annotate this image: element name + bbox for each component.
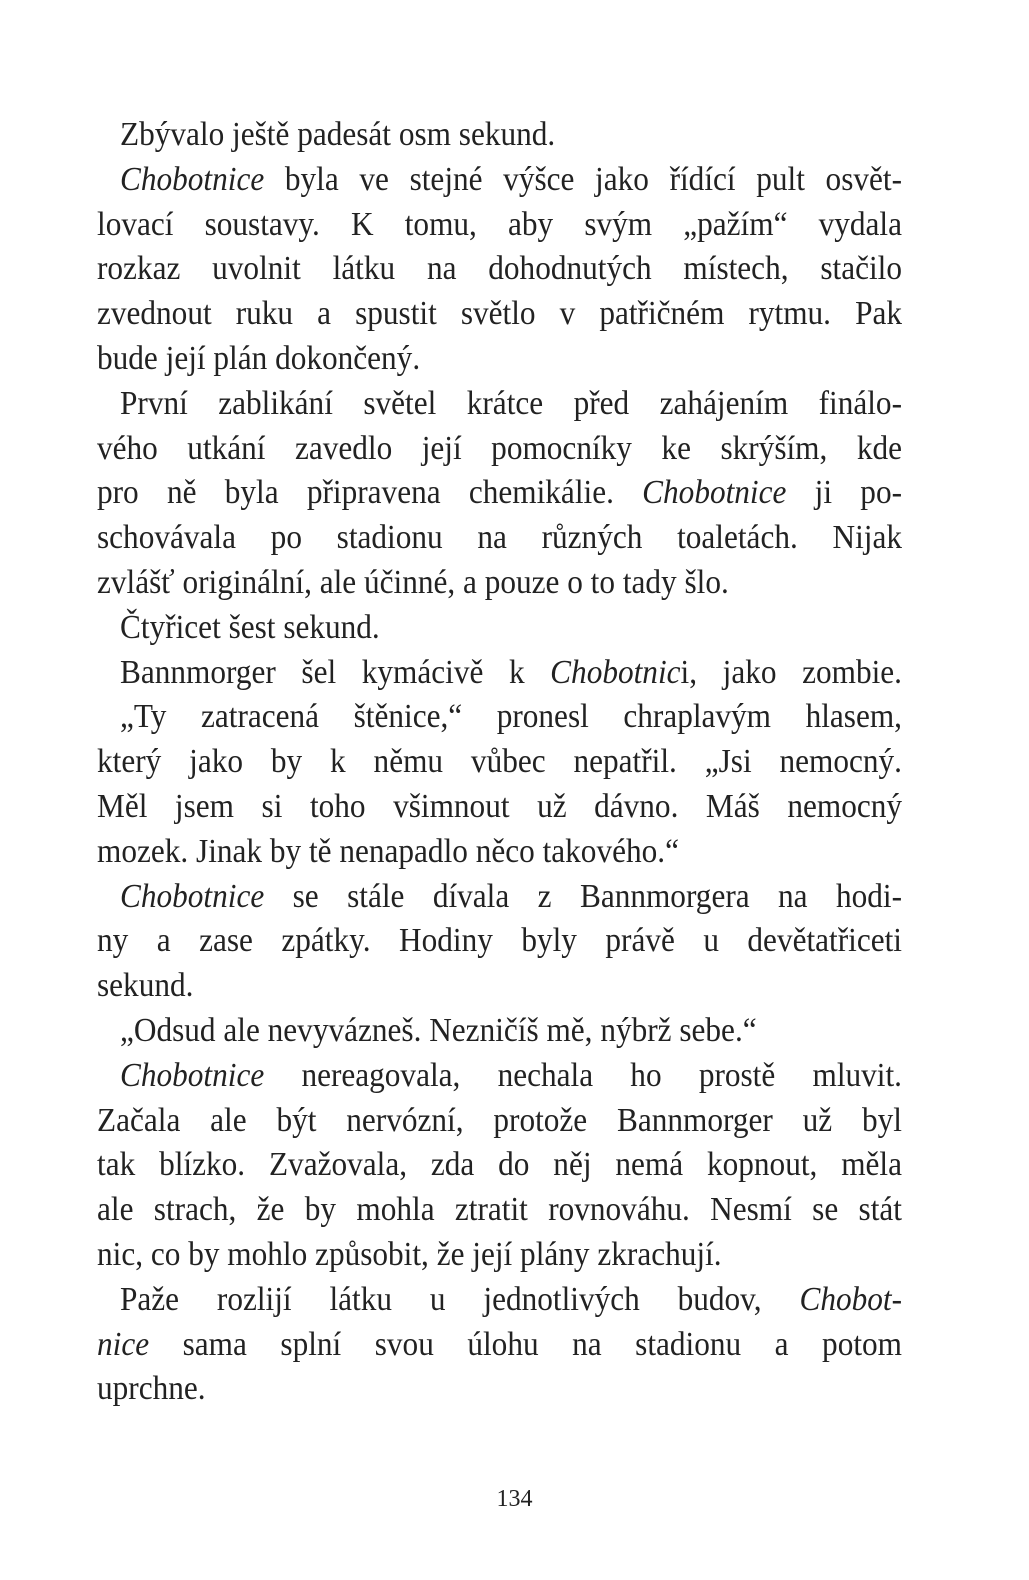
text-line	[97, 1233, 902, 1277]
text-line	[97, 516, 902, 560]
text-line	[120, 651, 902, 695]
text-run: „Ty zatracená štěnice,“ pronesl chraplavým hlasem,	[120, 698, 902, 736]
text-line	[120, 158, 902, 202]
text-line	[120, 875, 902, 919]
italic-text: Chobotnice	[120, 160, 265, 198]
text-run: nereagovala, nechala ho prostě mluvit.	[264, 1056, 902, 1094]
text-line	[97, 1099, 902, 1143]
text-line	[97, 247, 902, 291]
text-line	[97, 337, 902, 381]
text-run: Měl jsem si toho všimnout už dávno. Máš nemocný	[97, 788, 902, 825]
text-run: který jako by k němu vůbec nepatřil. „Jsi nemocný.	[97, 743, 902, 781]
italic-text: nice	[97, 1325, 150, 1363]
text-run: ale strach, že by mohla ztratit rovnováhu. Nesmí se stát	[97, 1191, 902, 1229]
text-run: Zbývalo ještě padesát osm sekund.	[120, 116, 556, 153]
text-line	[97, 740, 902, 784]
italic-text: Chobot-	[799, 1280, 902, 1318]
text-line	[97, 1367, 902, 1411]
text-run: ji po-	[786, 474, 903, 512]
text-run: Paže rozlijí látku u jednotlivých budov,	[120, 1280, 800, 1318]
text-line	[120, 695, 902, 739]
text-run: První zablikání světel krátce před zahájením finálo-	[120, 384, 902, 422]
text-run: zvednout ruku a spustit světlo v patřičném rytmu. Pak	[97, 295, 902, 333]
text-line	[97, 292, 902, 336]
italic-text: Chobotnice	[120, 1056, 265, 1094]
text-line	[97, 427, 902, 471]
text-line	[97, 561, 902, 605]
text-line	[120, 606, 902, 650]
text-run: bude její plán dokončený.	[97, 340, 421, 377]
text-run: Čtyřicet šest sekund.	[120, 608, 380, 646]
text-run: rozkaz uvolnit látku na dohodnutých místech, stačilo	[97, 250, 902, 288]
text-line	[120, 1009, 902, 1053]
text-line	[97, 830, 902, 874]
text-run: se stále dívala z Bannmorgera na hodi-	[264, 877, 902, 915]
text-run: Začala ale být nervózní, protože Bannmorger už byl	[97, 1101, 902, 1139]
text-line	[97, 203, 902, 247]
text-line	[97, 919, 902, 963]
text-line	[97, 1143, 902, 1187]
text-run: lovací soustavy. K tomu, aby svým „pažím“ vydala	[97, 205, 902, 243]
text-line	[120, 382, 902, 426]
text-line	[97, 785, 902, 829]
text-line	[97, 964, 902, 1008]
text-run: i, jako zombie.	[680, 653, 902, 691]
text-run: „Odsud ale nevyvázneš. Nezničíš mě, nýbrž sebe.“	[120, 1012, 757, 1049]
text-run: tak blízko. Zvažovala, zda do něj nemá kopnout, měla	[97, 1146, 902, 1184]
italic-text: Chobotnice	[120, 877, 265, 915]
text-run: zvlášť originální, ale účinné, a pouze o to tady šlo.	[97, 564, 729, 601]
text-run: Bannmorger šel kymácivě k	[120, 653, 551, 691]
text-run: mozek. Jinak by tě nenapadlo něco takového.“	[97, 832, 679, 870]
text-run: uprchne.	[97, 1370, 206, 1408]
text-line	[97, 1323, 902, 1367]
text-run: byla ve stejné výšce jako řídící pult osvět-	[264, 160, 902, 198]
text-run: vého utkání zavedlo její pomocníky ke skrýším, kde	[97, 429, 902, 467]
text-run: pro ně byla připravena chemikálie.	[97, 474, 643, 512]
italic-text: Chobotnic	[550, 653, 681, 691]
text-run: ny a zase zpátky. Hodiny byly právě u devětatřiceti	[97, 922, 902, 960]
text-line	[120, 1054, 902, 1098]
text-run: schovávala po stadionu na různých toaletách. Nijak	[97, 519, 902, 557]
text-run: sekund.	[97, 967, 194, 1005]
text-line	[97, 471, 902, 515]
page-number: 134	[496, 1486, 533, 1512]
text-line	[120, 1278, 902, 1322]
text-run: sama splní svou úlohu na stadionu a potom	[149, 1325, 902, 1363]
text-line	[97, 1188, 902, 1232]
text-line	[120, 113, 902, 157]
text-run: nic, co by mohlo způsobit, že její plány zkrachují.	[97, 1236, 722, 1273]
italic-text: Chobotnice	[642, 474, 787, 512]
